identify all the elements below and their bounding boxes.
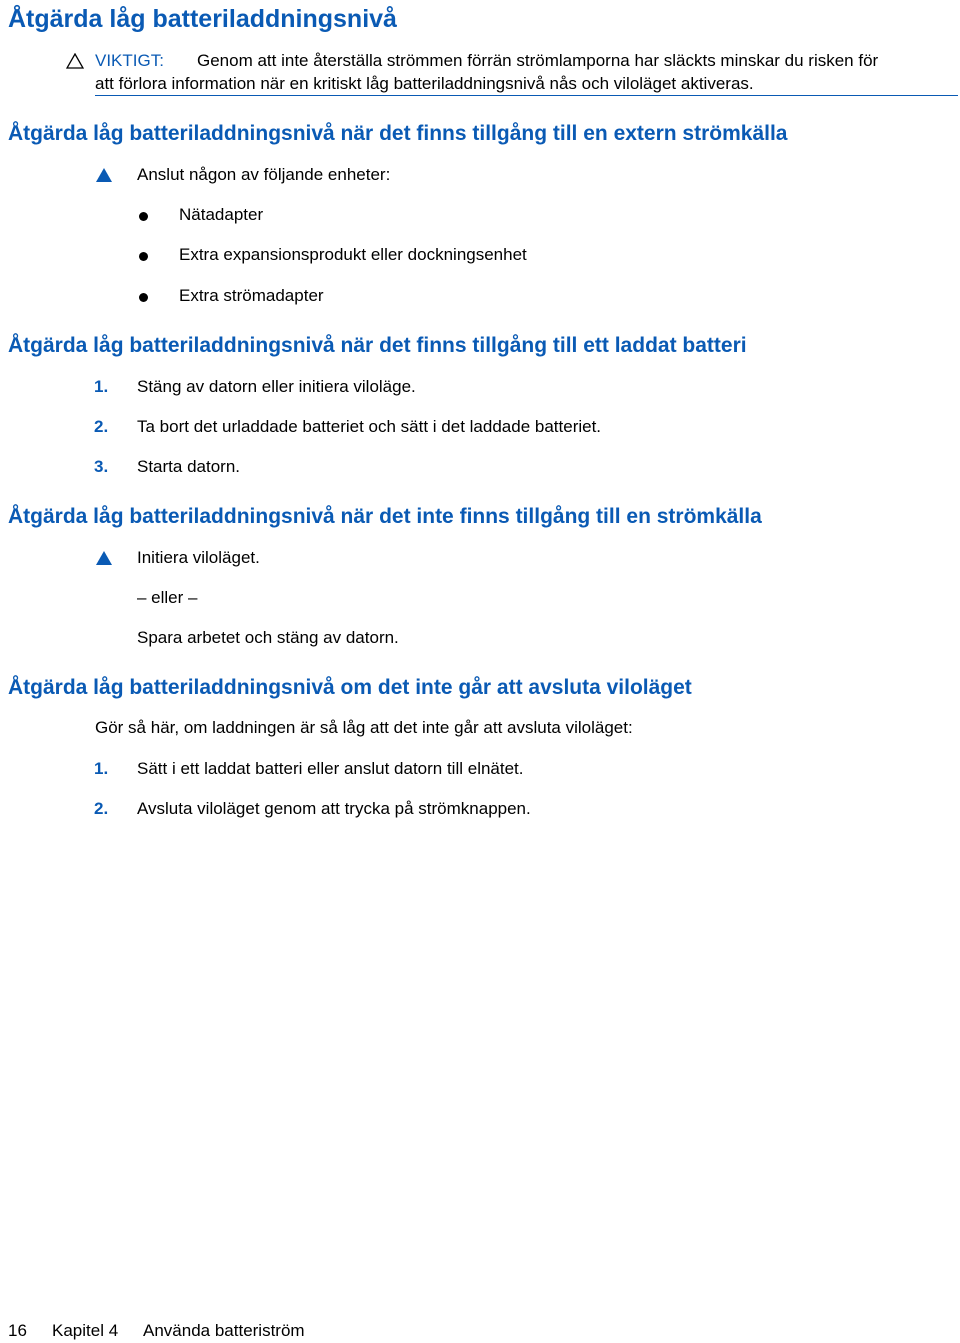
alternative-text: Spara arbetet och stäng av datorn.: [137, 628, 399, 647]
bullet-icon: [139, 293, 148, 302]
step-number: 2.: [94, 799, 109, 818]
section-heading-charged-battery: Åtgärda låg batteriladdningsnivå när det finns tillgång till ett laddat batteri: [8, 334, 747, 357]
page-number: 16: [8, 1321, 27, 1340]
section-heading-external-power: Åtgärda låg batteriladdningsnivå när det finns tillgång till en extern strömkälla: [8, 122, 788, 145]
caution-icon: [66, 53, 84, 69]
step-text: Anslut någon av följande enheter:: [137, 165, 391, 184]
step-triangle-icon: [96, 168, 112, 182]
step-number: 2.: [94, 417, 109, 436]
notice-label: VIKTIGT:: [95, 51, 164, 70]
section-heading-no-power: Åtgärda låg batteriladdningsnivå när det inte finns tillgång till en strömkälla: [8, 505, 762, 528]
step-text: Sätt i ett laddat batteri eller anslut datorn till elnätet.: [137, 759, 524, 778]
list-item: Extra strömadapter: [179, 286, 324, 305]
step-number: 3.: [94, 457, 109, 476]
bullet-icon: [139, 252, 148, 261]
section-heading-cannot-exit-hibernation: Åtgärda låg batteriladdningsnivå om det inte går att avsluta viloläget: [8, 676, 692, 699]
step-number: 1.: [94, 759, 109, 778]
list-item: Nätadapter: [179, 205, 264, 224]
footer-chapter-title: Använda batteriström: [143, 1321, 305, 1340]
list-item: Extra expansionsprodukt eller dockningsenhet: [179, 245, 527, 264]
step-triangle-icon: [96, 551, 112, 565]
bullet-icon: [139, 212, 148, 221]
step-text: Initiera viloläget.: [137, 548, 260, 567]
step-text: Avsluta viloläget genom att trycka på strömknappen.: [137, 799, 531, 818]
step-number: 1.: [94, 377, 109, 396]
footer-chapter: Kapitel 4: [52, 1321, 119, 1340]
intro-text: Gör så här, om laddningen är så låg att det inte går att avsluta viloläget:: [95, 718, 633, 737]
step-text: Starta datorn.: [137, 457, 241, 476]
page-title: Åtgärda låg batteriladdningsnivå: [8, 5, 397, 33]
notice-divider: [95, 95, 958, 96]
notice-text-line1: Genom att inte återställa strömmen förrän strömlamporna har släckts minskar du risken för: [197, 51, 879, 70]
notice-text-line2: att förlora information när en kritiskt låg batteriladdningsnivå nås och viloläget aktiveras.: [95, 74, 754, 93]
step-text: Ta bort det urladdade batteriet och sätt i det laddade batteriet.: [137, 417, 602, 436]
or-separator: – eller –: [137, 588, 198, 607]
step-text: Stäng av datorn eller initiera viloläge.: [137, 377, 416, 396]
